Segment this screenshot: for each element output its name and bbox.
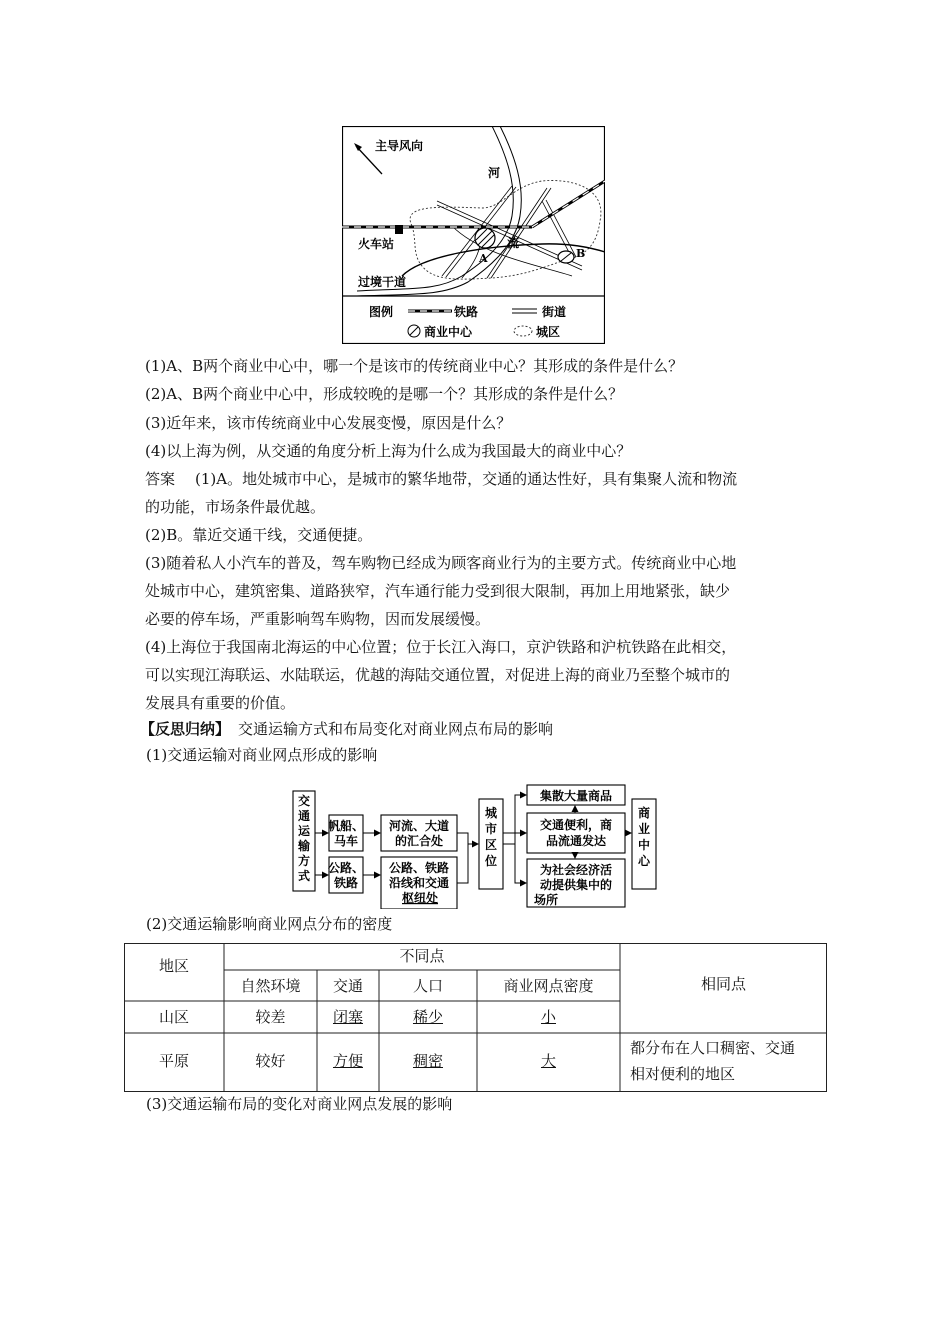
reflection-sub-3: (3)交通运输布局的变化对商业网点发展的影响	[146, 1095, 453, 1113]
flow-effect3-line1: 为社会经济活	[539, 863, 613, 877]
point-b-label: B	[576, 247, 586, 260]
answer-line-9: 发展具有重要的价值。	[145, 694, 296, 712]
row2-env: 较好	[255, 1052, 286, 1070]
flow-effect2-line1: 交通便利，商	[539, 818, 613, 832]
answer-line-4: (3)随着私人小汽车的普及，驾车购物已经成为顾客商业行为的主要方式。传统商业中心地	[145, 554, 737, 572]
river-label-2: 流	[507, 236, 520, 250]
same-line-1: 都分布在人口稠密、交通	[630, 1039, 796, 1057]
flow-mode2-line1: 公路、	[327, 861, 365, 875]
station-marker	[395, 225, 403, 234]
cell-same-header: 相同点	[700, 975, 746, 993]
legend-railway: 铁路	[454, 305, 479, 319]
flow-place1-line2: 的汇合处	[394, 834, 444, 848]
row1-traffic: 闭塞	[332, 1008, 363, 1026]
flow-result: 商业中心	[637, 806, 651, 868]
cell-region-header: 地区	[158, 957, 189, 975]
flow-place2-line3: 枢纽处	[402, 891, 439, 905]
flow-effect3-line3: 场所	[534, 893, 559, 907]
reflection-heading: 【反思归纳】	[140, 720, 231, 738]
answer-line-8: 可以实现江海联运、水陆联运，优越的海陆交通位置，对促进上海的商业乃至整个城市的	[145, 666, 731, 684]
reflection-title: 交通运输方式和布局变化对商业网点布局的影响	[238, 720, 554, 738]
flow-mode1-line2: 马车	[333, 834, 359, 848]
river-label-1: 河	[488, 166, 501, 180]
legend-commercial: 商业中心	[424, 325, 473, 339]
flow-place2-line1: 公路、铁路	[388, 861, 450, 875]
reflection-sub-1: (1)交通运输对商业网点形成的影响	[146, 746, 378, 764]
cell-population-header: 人口	[412, 977, 443, 995]
legend-street: 街道	[542, 305, 567, 319]
reflection-heading-line	[140, 719, 553, 739]
flow-effect3-line2: 动提供集中的	[539, 878, 613, 892]
answer-line-2: 的功能，市场条件最优越。	[145, 498, 326, 516]
flow-mode1-line1: 帆船、	[327, 819, 365, 833]
station-label: 火车站	[358, 237, 395, 251]
legend-title: 图例	[369, 305, 394, 319]
row2-region: 平原	[158, 1052, 189, 1070]
legend-urban: 城区	[536, 325, 561, 339]
row2-traffic: 方便	[332, 1052, 363, 1070]
question-4: (4)以上海为例，从交通的角度分析上海为什么成为我国最大的商业中心？	[145, 442, 632, 460]
same-point-text	[630, 1035, 825, 1087]
answer-line-1: 答案 (1)A。地处城市中心，是城市的繁华地带，交通的通达性好，具有集聚人流和物流	[145, 470, 738, 488]
wind-label: 主导风向	[375, 139, 424, 153]
cell-traffic-header: 交通	[332, 977, 363, 995]
flow-place2-line2: 沿线和交通	[388, 876, 450, 890]
flow-mode2-line2: 铁路	[333, 876, 359, 890]
question-1: (1)A、B两个商业中心中，哪一个是该市的传统商业中心？其形成的条件是什么？	[145, 357, 684, 375]
answer-line-5: 处城市中心，建筑密集、道路狭窄，汽车通行能力受到很大限制，再加上用地紧张，缺少	[145, 582, 731, 600]
reflection-sub-2: (2)交通运输影响商业网点分布的密度	[146, 915, 393, 933]
answer-label: 答案	[145, 470, 176, 488]
highway-label: 过境干道	[358, 275, 407, 289]
commercial-center-a	[475, 228, 495, 248]
answer-line-7: (4)上海位于我国南北海运的中心位置；位于长江入海口，京沪铁路和沪杭铁路在此相交，	[145, 638, 737, 656]
flow-effect2-line2: 品流通发达	[545, 834, 607, 848]
question-2: (2)A、B两个商业中心中，形成较晚的是哪一个？其形成的条件是什么？	[145, 385, 624, 403]
same-line-2: 相对便利的地区	[630, 1065, 736, 1083]
flow-place1-line1: 河流、大道	[388, 819, 450, 833]
commercial-center-b	[558, 251, 574, 263]
cell-density-header: 商业网点密度	[503, 977, 594, 995]
question-3: (3)近年来，该市传统商业中心发展变慢，原因是什么？	[145, 414, 512, 432]
answer-line-3: (2)B。靠近交通干线，交通便捷。	[145, 526, 373, 544]
flow-effect1: 集散大量商品	[539, 789, 613, 803]
city-map-figure	[342, 126, 605, 344]
row1-region: 山区	[158, 1008, 189, 1026]
table-grid	[124, 943, 827, 1093]
row1-density: 小	[540, 1008, 556, 1026]
row1-population: 稀少	[412, 1008, 443, 1026]
row2-population: 稠密	[412, 1052, 443, 1070]
answer-line-6: 必要的停车场，严重影响驾车购物，因而发展缓慢。	[145, 610, 491, 628]
flow-source: 交通运输方式	[297, 794, 311, 883]
flow-location: 城市区位	[484, 806, 498, 868]
flow-diagram	[291, 779, 659, 909]
cell-env-header: 自然环境	[240, 977, 301, 995]
row2-density: 大	[540, 1052, 556, 1070]
point-a-label: A	[479, 252, 488, 265]
cell-diff-header: 不同点	[399, 947, 445, 965]
row1-env: 较差	[255, 1008, 286, 1026]
